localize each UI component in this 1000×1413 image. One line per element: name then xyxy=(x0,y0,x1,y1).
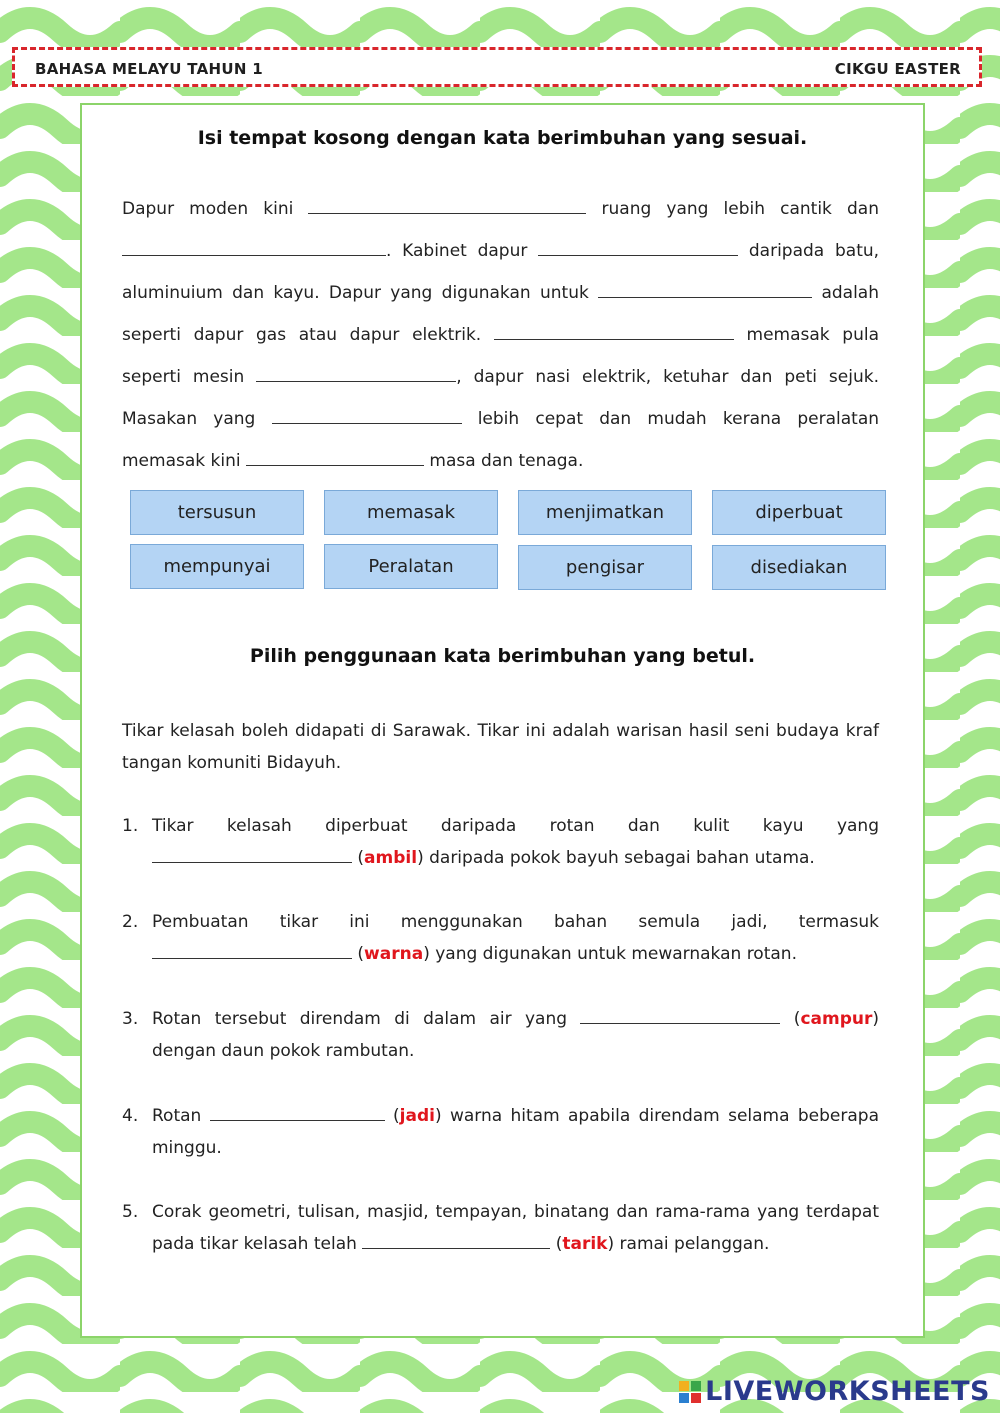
paragraph-text: Dapur moden kini xyxy=(122,199,294,219)
word-option[interactable]: menjimatkan xyxy=(518,490,692,535)
word-option[interactable]: diperbuat xyxy=(712,490,886,535)
root-word: ambil xyxy=(364,848,418,868)
question-text: yang digunakan untuk mewarnakan rotan. xyxy=(435,944,797,964)
question-number: 5. xyxy=(122,1202,139,1222)
question-2: 2. Pembuatan tikar ini menggunakan bahan semula jadi, termasuk (warna) yang digunakan untuk mewarnakan rotan. xyxy=(122,906,879,970)
question-number: 3. xyxy=(122,1009,139,1029)
paragraph-text: memasak pula seperti mesin xyxy=(122,325,879,387)
answer-blank-7[interactable] xyxy=(272,409,462,424)
intro-paragraph: Tikar kelasah boleh didapati di Sarawak. Tikar ini adalah warisan hasil seni budaya kraf tangan komuniti Bidayuh. xyxy=(122,721,879,773)
word-option[interactable]: disediakan xyxy=(712,545,886,590)
liveworksheets-logo[interactable] xyxy=(679,1376,990,1407)
answer-blank-1[interactable] xyxy=(308,199,586,214)
paragraph-text: . Kabinet dapur xyxy=(386,241,528,261)
question-text: warna hitam apabila direndam selama beberapa minggu. xyxy=(152,1106,879,1158)
answer-blank-2[interactable] xyxy=(122,241,386,256)
root-word: tarik xyxy=(562,1234,608,1254)
question-number: 2. xyxy=(122,912,139,932)
paragraph-text: masa dan tenaga. xyxy=(429,451,584,471)
subject-label: BAHASA MELAYU TAHUN 1 xyxy=(35,60,263,78)
question-4: 4. Rotan (jadi) warna hitam apabila direndam selama beberapa minggu. xyxy=(122,1100,879,1164)
root-word: jadi xyxy=(399,1106,435,1126)
answer-blank-4[interactable] xyxy=(598,283,812,298)
logo-text: LIVEWORKSHEETS xyxy=(705,1376,990,1407)
word-option[interactable]: tersusun xyxy=(130,490,304,535)
answer-blank-q4[interactable] xyxy=(210,1106,385,1121)
fill-in-paragraph xyxy=(122,188,879,482)
answer-blank-6[interactable] xyxy=(256,367,456,382)
question-1: 1. Tikar kelasah diperbuat daripada rotan dan kulit kayu yang (ambil) daripada pokok bayuh sebagai bahan utama. xyxy=(122,810,879,874)
question-text: Tikar kelasah diperbuat daripada rotan dan kulit kayu yang xyxy=(152,816,879,836)
question-text: Corak geometri, tulisan, masjid, tempayan, binatang dan rama-rama yang terdapat pada tikar kelasah telah xyxy=(152,1202,879,1254)
paragraph-text: ruang yang lebih cantik dan xyxy=(601,199,879,219)
word-option[interactable]: mempunyai xyxy=(130,544,304,589)
paragraph-text: adalah seperti dapur gas atau dapur elektrik. xyxy=(122,283,879,345)
word-option[interactable]: memasak xyxy=(324,490,498,535)
paragraph-text: lebih cepat dan mudah kerana peralatan memasak kini xyxy=(122,409,880,471)
question-text: dengan daun pokok rambutan. xyxy=(152,1041,415,1061)
word-option[interactable]: Peralatan xyxy=(324,544,498,589)
question-5: 5. Corak geometri, tulisan, masjid, tempayan, binatang dan rama-rama yang terdapat pada tikar kelasah telah (tarik) ramai pelanggan. xyxy=(122,1196,879,1260)
root-word: campur xyxy=(800,1009,873,1029)
answer-blank-3[interactable] xyxy=(538,241,738,256)
worksheet-panel xyxy=(80,103,925,1338)
question-text: daripada pokok bayuh sebagai bahan utama. xyxy=(429,848,815,868)
question-3: 3. Rotan tersebut direndam di dalam air yang (campur) dengan daun pokok rambutan. xyxy=(122,1003,879,1067)
section2-title: Pilih penggunaan kata berimbuhan yang betul. xyxy=(249,645,756,667)
question-number: 1. xyxy=(122,816,139,836)
answer-blank-q2[interactable] xyxy=(152,944,352,959)
answer-blank-q1[interactable] xyxy=(152,848,352,863)
teacher-label: CIKGU EASTER xyxy=(834,60,961,78)
paragraph-text: daripada batu, aluminuium dan kayu. Dapur yang digunakan untuk xyxy=(122,241,880,303)
paragraph-text: , dapur nasi elektrik, ketuhar dan peti sejuk. Masakan yang xyxy=(122,367,879,429)
question-number: 4. xyxy=(122,1106,139,1126)
answer-blank-8[interactable] xyxy=(246,451,424,466)
root-word: warna xyxy=(364,944,424,964)
section1-title: Isi tempat kosong dengan kata berimbuhan yang sesuai. xyxy=(197,127,808,149)
answer-blank-q5[interactable] xyxy=(362,1234,550,1249)
answer-blank-5[interactable] xyxy=(494,325,734,340)
question-text: Pembuatan tikar ini menggunakan bahan semula jadi, termasuk xyxy=(152,912,879,932)
question-text: Rotan xyxy=(152,1106,202,1126)
header-bar xyxy=(12,47,982,87)
answer-blank-q3[interactable] xyxy=(580,1009,780,1024)
word-option[interactable]: pengisar xyxy=(518,545,692,590)
question-text: ramai pelanggan. xyxy=(619,1234,770,1254)
question-text: Rotan tersebut direndam di dalam air yang xyxy=(152,1009,568,1029)
word-bank xyxy=(130,490,890,590)
logo-blocks-icon xyxy=(679,1381,701,1403)
